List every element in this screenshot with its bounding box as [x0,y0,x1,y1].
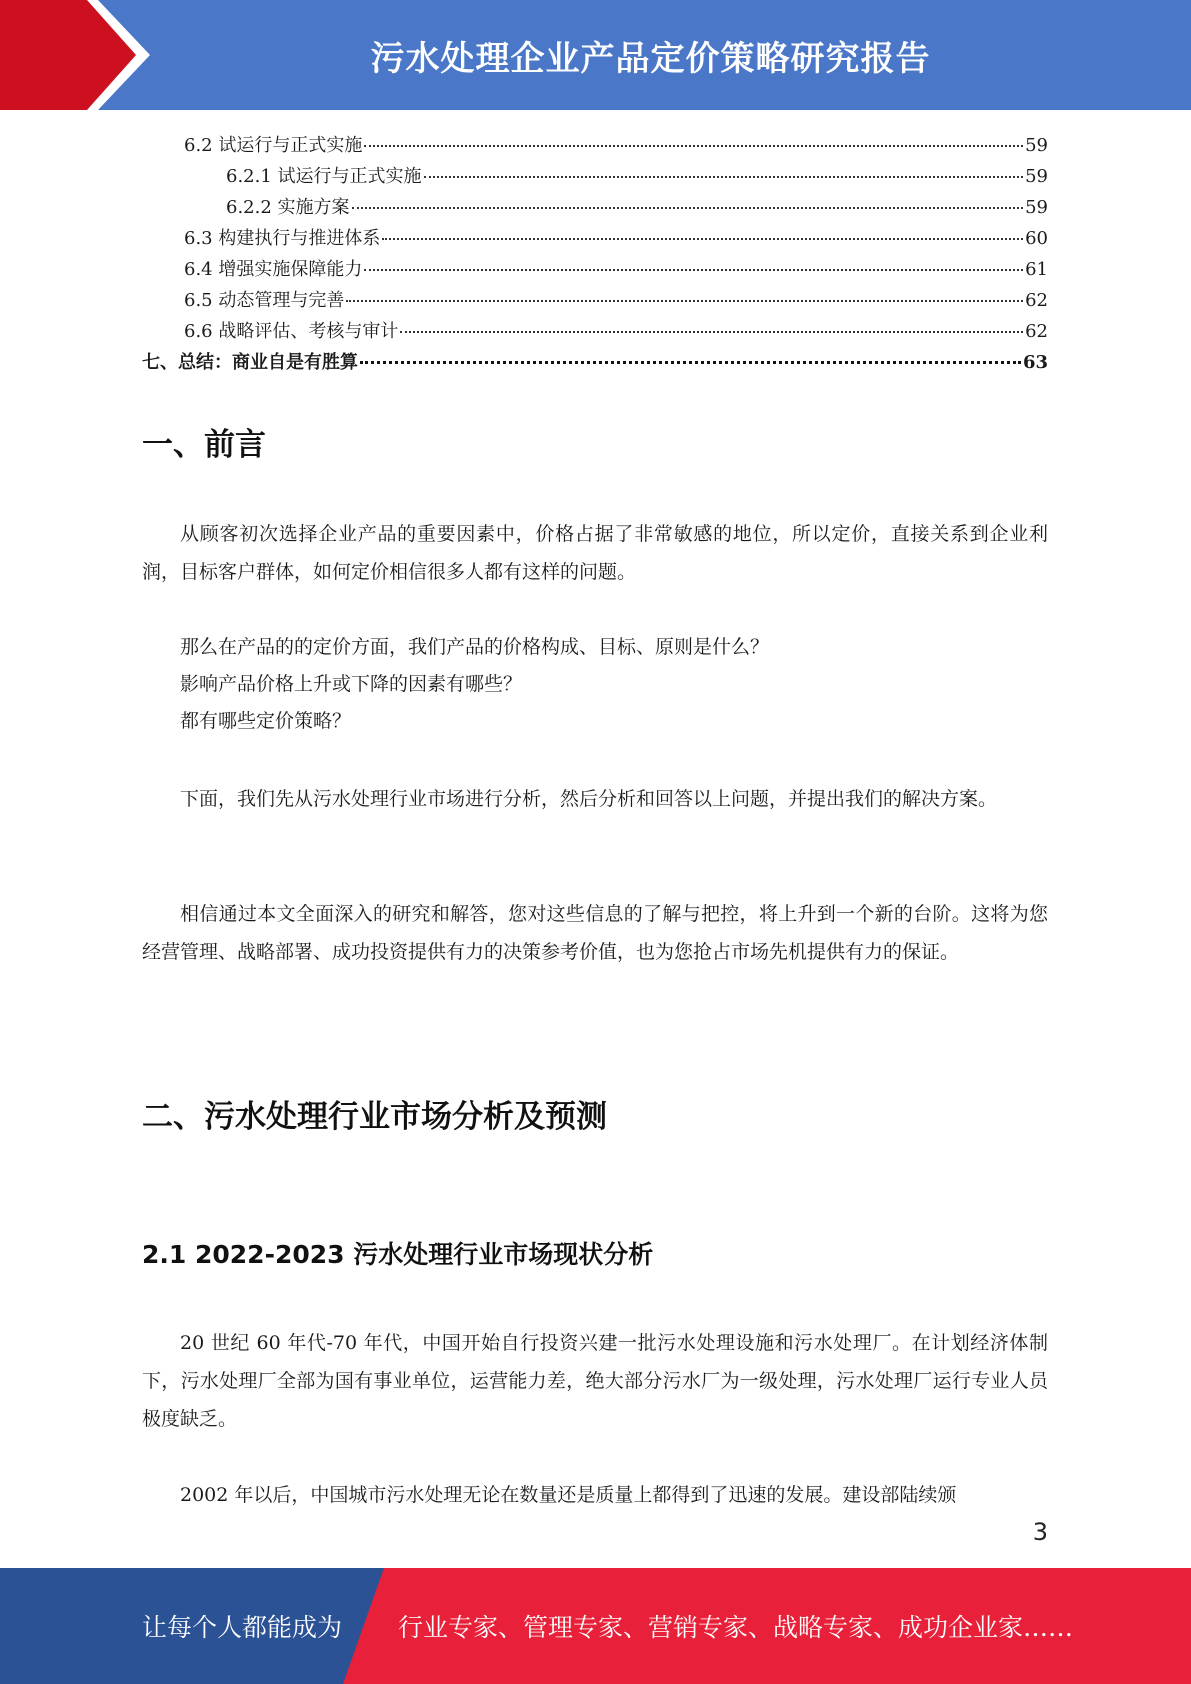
toc-entry-page: 62 [1025,321,1048,342]
section-heading-market: 二、污水处理行业市场分析及预测 [142,1099,607,1135]
toc-leader-dots [364,145,1023,147]
paragraph: 2002 年以后，中国城市污水处理无论在数量还是质量上都得到了迅速的发展。建设部陆续颁 [180,1484,957,1506]
paragraph: 相信通过本文全面深入的研究和解答，您对这些信息的了解与把控，将上升到一个新的台阶。这将为您经营管理、战略部署、成功投资提供有力的决策参考价值，也为您抢占市场先机提供有力的保证。 [142,903,1048,963]
toc-leader-dots [400,331,1023,333]
toc-entry[interactable] [142,161,1048,192]
toc-leader-dots [424,176,1024,178]
toc-entry-page: 59 [1025,197,1048,218]
toc-leader-dots [364,269,1023,271]
toc-entry[interactable] [142,192,1048,223]
paragraph: 20 世纪 60 年代-70 年代，中国开始自行投资兴建一批污水处理设施和污水处理厂。在计划经济体制下，污水处理厂全部为国有事业单位，运营能力差，绝大部分污水厂为一级处理，污水处理厂运行专业人员极度缺乏。 [142,1332,1048,1430]
table-of-contents [142,130,1048,378]
toc-entry-label: 6.2.2 实施方案 [226,197,350,218]
toc-entry-label: 6.3 构建执行与推进体系 [184,228,381,249]
toc-entry-page: 59 [1025,135,1048,156]
section-heading-preface: 一、前言 [142,427,266,463]
toc-entry-label: 6.5 动态管理与完善 [184,290,345,311]
toc-leader-dots [346,300,1023,302]
toc-leader-dots [352,207,1024,209]
toc-entry-label: 6.6 战略评估、考核与审计 [184,321,399,342]
paragraph: 从顾客初次选择企业产品的重要因素中，价格占据了非常敏感的地位，所以定价，直接关系到企业利润，目标客户群体，如何定价相信很多人都有这样的问题。 [142,523,1048,583]
footer-slogan-left: 让每个人都能成为 [142,1613,343,1642]
toc-leader-dots [382,238,1023,240]
toc-entry-page: 63 [1022,352,1048,373]
toc-leader-dots [360,361,1021,364]
paragraph: 下面，我们先从污水处理行业市场进行分析，然后分析和回答以上问题，并提出我们的解决方案。 [180,788,998,810]
toc-entry[interactable] [142,316,1048,347]
toc-entry[interactable] [142,347,1048,378]
toc-entry-page: 61 [1025,259,1048,280]
page-footer [0,1568,1191,1684]
toc-entry-label: 6.4 增强实施保障能力 [184,259,363,280]
question-line: 影响产品价格上升或下降的因素有哪些？ [180,673,523,695]
toc-entry[interactable] [142,223,1048,254]
toc-entry-label: 6.2 试运行与正式实施 [184,135,363,156]
toc-entry[interactable] [142,254,1048,285]
toc-entry[interactable] [142,285,1048,316]
report-title: 污水处理企业产品定价策略研究报告 [370,38,931,79]
toc-entry-page: 62 [1025,290,1048,311]
footer-slogan-right: 行业专家、管理专家、营销专家、战略专家、成功企业家…… [398,1613,1074,1642]
toc-entry[interactable] [142,130,1048,161]
toc-entry-label: 七、总结：商业自是有胜算 [142,352,358,373]
subsection-heading: 2.1 2022-2023 污水处理行业市场现状分析 [142,1240,654,1269]
toc-entry-label: 6.2.1 试运行与正式实施 [226,166,422,187]
header-chevron-decoration [0,0,150,110]
page-number: 3 [1032,1518,1048,1546]
toc-entry-page: 59 [1025,166,1048,187]
question-line: 那么在产品的的定价方面，我们产品的价格构成、目标、原则是什么？ [180,636,770,658]
question-line: 都有哪些定价策略？ [180,710,352,732]
toc-entry-page: 60 [1025,228,1048,249]
page-header [0,0,1191,110]
